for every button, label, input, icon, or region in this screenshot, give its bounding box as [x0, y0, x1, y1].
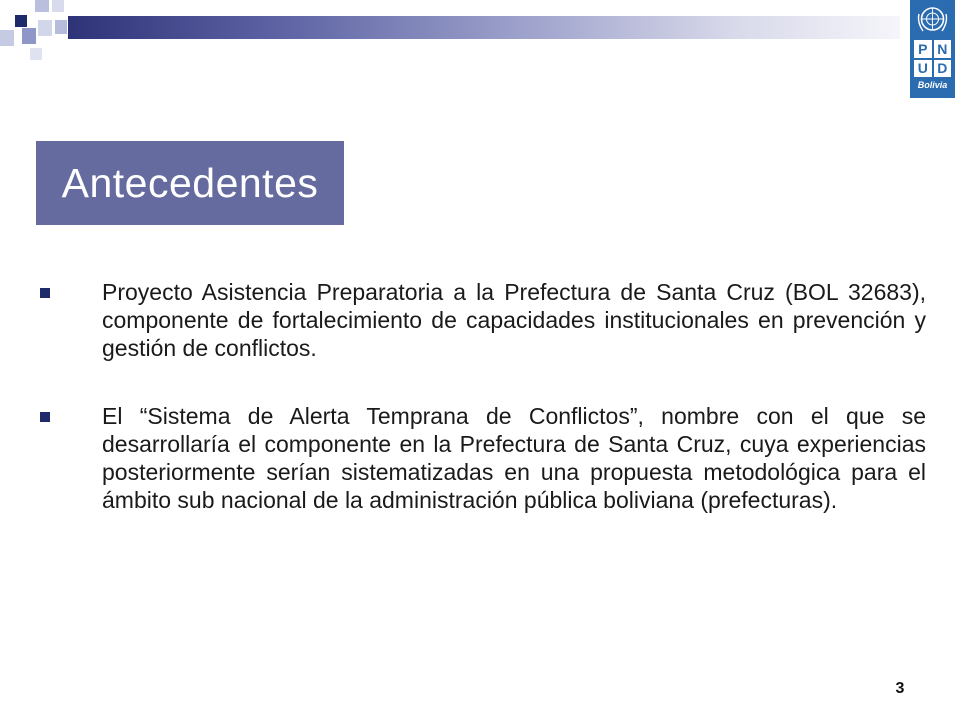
decorative-square: [38, 20, 52, 36]
decorative-square: [15, 15, 27, 27]
decorative-square: [22, 28, 36, 44]
bullet-item: [36, 278, 926, 362]
logo-letter: P: [914, 40, 932, 58]
decorative-square: [55, 20, 67, 34]
un-emblem-icon: [914, 4, 951, 37]
decorative-square: [0, 30, 14, 46]
decorative-square: [30, 48, 42, 60]
undp-letter-grid: [914, 40, 951, 77]
header-gradient-bar: [68, 16, 900, 39]
bullet-text: El “Sistema de Alerta Temprana de Conflictos”, nombre con el que se desarrollaría el componente en la Prefectura de Santa Cruz, cuya experiencias posteriormente serían sistematizadas en una propuesta metodológica para el ámbito sub nacional de la administración pública boliviana (prefecturas).: [102, 403, 926, 513]
logo-letter: U: [914, 60, 932, 78]
square-bullet-icon: [40, 288, 50, 298]
slide-title: Antecedentes: [61, 159, 319, 206]
bullet-text: Proyecto Asistencia Preparatoria a la Prefectura de Santa Cruz (BOL 32683), componente de fortalecimiento de capacidades institucionales en prevención y gestión de conflictos.: [102, 279, 926, 361]
decorative-square: [35, 0, 49, 12]
page-number: 3: [895, 680, 905, 697]
decorative-square: [52, 0, 64, 12]
bullet-list: [36, 278, 926, 554]
square-bullet-icon: [40, 412, 50, 422]
undp-logo: [910, 0, 955, 98]
logo-caption: Bolivia: [917, 80, 948, 90]
logo-letter: D: [934, 60, 952, 78]
bullet-item: [36, 402, 926, 514]
title-box: [36, 141, 344, 225]
logo-letter: N: [934, 40, 952, 58]
